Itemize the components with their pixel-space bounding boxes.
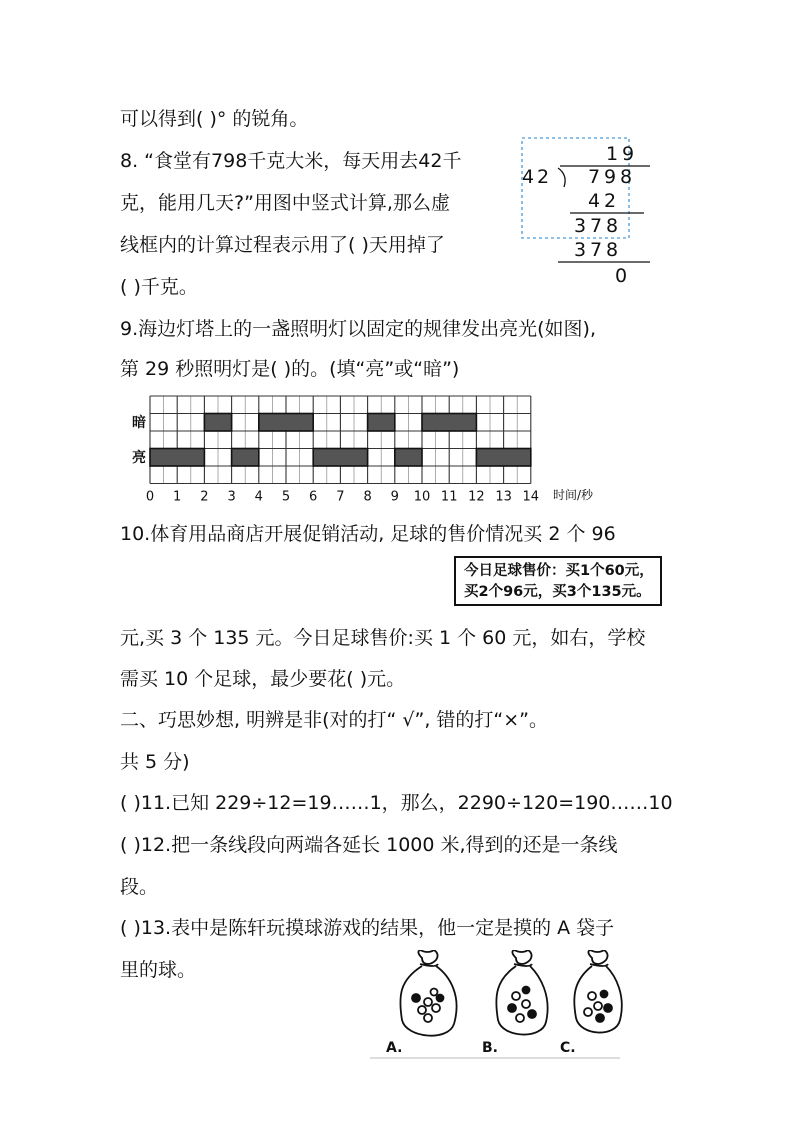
question-12-line-2: 段。 [120, 876, 159, 898]
x-tick-label: 13 [495, 489, 512, 505]
bright-bar [150, 449, 204, 467]
question-12-line-1: ( )12.把一条线段向两端各延长 1000 米,得到的还是一条线 [120, 834, 618, 856]
question-13-line-1: ( )13.表中是陈轩玩摸球游戏的结果，他一定是摸的 A 袋子 [120, 917, 615, 939]
x-tick-label: 0 [145, 489, 155, 505]
bag-label-a: A. [386, 1040, 403, 1056]
x-tick-label: 6 [309, 489, 318, 505]
bag-label-b: B. [482, 1040, 498, 1056]
question-13-line-2: 里的球。 [120, 959, 197, 981]
divisor-digit: 4 [522, 166, 535, 188]
section-2-heading: 二、巧思妙想, 明辨是非(对的打“ √”, 错的打“×”。 [120, 709, 549, 731]
x-tick-label: 14 [522, 489, 540, 505]
dividend-digit: 8 [620, 166, 633, 188]
question-8-line-4: ( )千克。 [120, 276, 198, 298]
divisor-digit: 2 [537, 166, 550, 188]
dark-bar [368, 414, 395, 432]
question-10-line-2: 元,买 3 个 135 元。今日足球售价:买 1 个 60 元，如右，学校 [120, 627, 646, 649]
x-axis-unit: 时间/秒 [553, 488, 594, 502]
step3-digit: 3 [574, 239, 587, 261]
section-2-heading-cont: 共 5 分) [120, 751, 190, 773]
dividend-digit: 9 [604, 166, 617, 188]
ball-bags-figure [370, 950, 630, 1060]
step2-digit: 7 [590, 215, 603, 237]
price-sign-line-2: 买2个96元，买3个135元。 [464, 584, 651, 600]
question-9-line-2: 第 29 秒照明灯是( )的。(填“亮”或“暗”) [120, 358, 460, 380]
bright-bar [232, 449, 259, 467]
x-tick-label: 9 [390, 489, 399, 505]
dividend-digit: 7 [588, 166, 601, 188]
x-tick-label: 3 [227, 489, 236, 505]
x-tick-label: 7 [336, 489, 345, 505]
dark-bar [204, 414, 231, 432]
remainder-digit: 0 [615, 265, 628, 287]
x-tick-label: 12 [468, 489, 485, 505]
step1-digit: 2 [604, 190, 617, 212]
quotient-digit: 9 [622, 143, 635, 165]
division-bracket [558, 168, 565, 187]
question-10-line-3: 需买 10 个足球，最少要花( )元。 [120, 668, 406, 690]
question-11: ( )11.已知 229÷12=19……1，那么，2290÷120=190……10 [120, 792, 673, 814]
bag-label-c: C. [560, 1040, 576, 1056]
x-tick-label: 10 [413, 489, 431, 505]
x-tick-label: 4 [254, 489, 263, 505]
row-label-bright: 亮 [132, 450, 146, 466]
bag-b-icon [496, 950, 547, 1035]
price-sign [454, 556, 662, 606]
chart-grid [150, 396, 531, 484]
light-timing-chart [128, 394, 618, 506]
row-label-dark: 暗 [132, 415, 146, 431]
price-sign-line-1: 今日足球售价：买1个60元， [464, 563, 654, 579]
quotient-digit: 1 [606, 143, 619, 165]
question-8-line-3: 线框内的计算过程表示用了( )天用掉了 [120, 234, 445, 256]
step2-digit: 3 [574, 215, 587, 237]
dark-bar [259, 414, 313, 432]
question-9-line-1: 9.海边灯塔上的一盏照明灯以固定的规律发出亮光(如图), [120, 318, 596, 340]
dark-bar [422, 414, 476, 432]
step3-digit: 8 [606, 239, 619, 261]
bag-c-icon [574, 950, 622, 1033]
question-8-line-1: 8. “食堂有798千克大米，每天用去42千 [120, 150, 462, 172]
chart-ticks [146, 490, 539, 505]
long-division-figure [518, 134, 660, 294]
x-tick-label: 2 [200, 489, 209, 505]
step3-digit: 7 [590, 239, 603, 261]
bag-a-icon [400, 950, 456, 1036]
bright-bar [395, 449, 422, 467]
question-8-line-2: 克，能用几天?”用图中竖式计算,那么虚 [120, 192, 450, 214]
x-tick-label: 8 [363, 489, 372, 505]
x-tick-label: 5 [281, 489, 291, 505]
question-10-line-1: 10.体育用品商店开展促销活动, 足球的售价情况买 2 个 96 [120, 523, 616, 545]
text-line-1: 可以得到( )° 的锐角。 [120, 108, 309, 130]
bright-bar [313, 449, 367, 467]
x-tick-label: 1 [173, 489, 182, 505]
step2-digit: 8 [606, 215, 619, 237]
x-tick-label: 11 [440, 489, 458, 505]
bright-bar [476, 449, 530, 467]
step1-digit: 4 [588, 190, 601, 212]
